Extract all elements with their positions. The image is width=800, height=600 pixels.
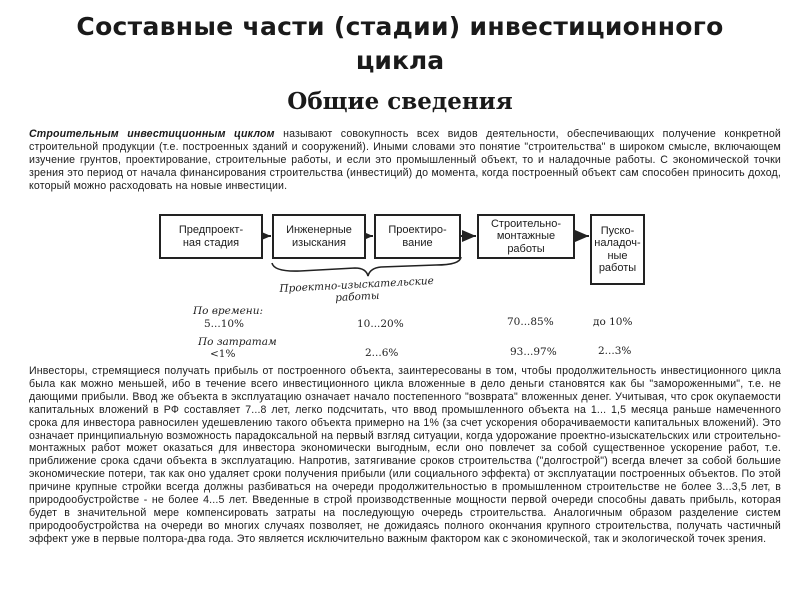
stage-design: Проектиро- вание xyxy=(374,214,461,259)
cost-value-preproject: <1% xyxy=(210,348,236,360)
cost-value-commissioning: 2...3% xyxy=(598,345,632,357)
stage-construction: Строительно- монтажные работы xyxy=(477,214,575,259)
time-value-construction: 70...85% xyxy=(507,316,554,328)
title-line-2: цикла xyxy=(355,46,445,75)
time-value-preproject: 5...10% xyxy=(204,318,245,330)
intro-text: называют совокупность всех видов деятельности, обеспечивающих получение конкретной строительной продукции (т.е. построенных зданий и сооружений). Иными словами это понятие "строительства" в широком смысле, включающем изучение грунтов, проектирование, строительные работы, и если это промышленный объект, то и наладочные работы. С экономической точки зрения это период от начала финансирования строительства (инвестиций) до момента, когда построенный объект сам способен приносить доход, который можно расходовать на новые инвестиции. xyxy=(29,128,781,192)
time-value-surveys-design: 10...20% xyxy=(357,318,404,330)
brace-label: Проектно-изыскательские работы xyxy=(279,274,435,305)
subtitle: Общие сведения xyxy=(287,88,513,115)
body-paragraph: Инвесторы, стремящиеся получать прибыль от построенного объекта, заинтересованы в том, чтобы продолжительность инвестиционного цикла была как можно меньшей, ибо в течение всего инвестиционного цикла вложенные в дело деньги становятся как бы "замороженными", т.е. не дающими прибыли. Ввод же объекта в эксплуатацию означает начало постепенного "возврата" вложенных денег. Учитывая, что срок окупаемости капитальных вложений в РФ составляет 7...8 лет, легко подсчитать, что ввод промышленного объекта на 1... 1,5 месяца раньше намеченного срока для инвестора равносилен удешевлению такого объекта примерно на 1% (за счет ускорения оборачиваемости капитальных вложений). Это означает принципиальную возможность парадоксальной на первый взгляд ситуации, когда удорожание проектно-изыскательских или строительно-монтажных работ может оказаться для инвестора экономически выгодным, если оно повлечет за собой существенное ускорение работ, т.е. приближение срока сдачи объекта в эксплуатацию. Напротив, затягивание сроков строительства ("долгострой") всегда влечет за собой большие экономические потери, так как оно удаляет сроки получения прибыли (или социального эффекта) от эксплуатации построенных объектов. По этой причине крупные стройки всегда должны разбиваться на очереди продолжительностью в промышленном строительстве не более 3...3,5 лет, в природообустройстве - не более 4...5 лет. Введенные в строй производственные мощности первой очереди способны давать прибыль, которая будет в значительной мере компенсировать затраты на последующую очередь строительства. Аналогичным образом разделение систем природообустройства на очереди во многих случаях позволяет, не дожидаясь полного окончания крупного строительства, получать частичный эффект уже в первые полтора-два года. Это является исключительно важным фактором как с экономической, так и экологической точек зрения. xyxy=(29,365,781,545)
title-line-1: Составные части (стадии) инвестиционного xyxy=(76,12,724,41)
intro-term: Строительным инвестиционным циклом xyxy=(29,128,275,140)
cost-value-construction: 93...97% xyxy=(510,346,557,358)
cost-header: По затратам xyxy=(198,336,277,348)
brace xyxy=(272,257,461,276)
time-value-commissioning: до 10% xyxy=(593,316,633,328)
stage-commissioning: Пуско- наладоч- ные работы xyxy=(590,214,645,285)
cost-value-surveys-design: 2...6% xyxy=(365,347,399,359)
time-header: По времени: xyxy=(193,305,263,317)
stage-surveys: Инженерные изыскания xyxy=(272,214,366,259)
stage-preproject: Предпроект- ная стадия xyxy=(159,214,263,259)
intro-paragraph xyxy=(29,128,781,193)
